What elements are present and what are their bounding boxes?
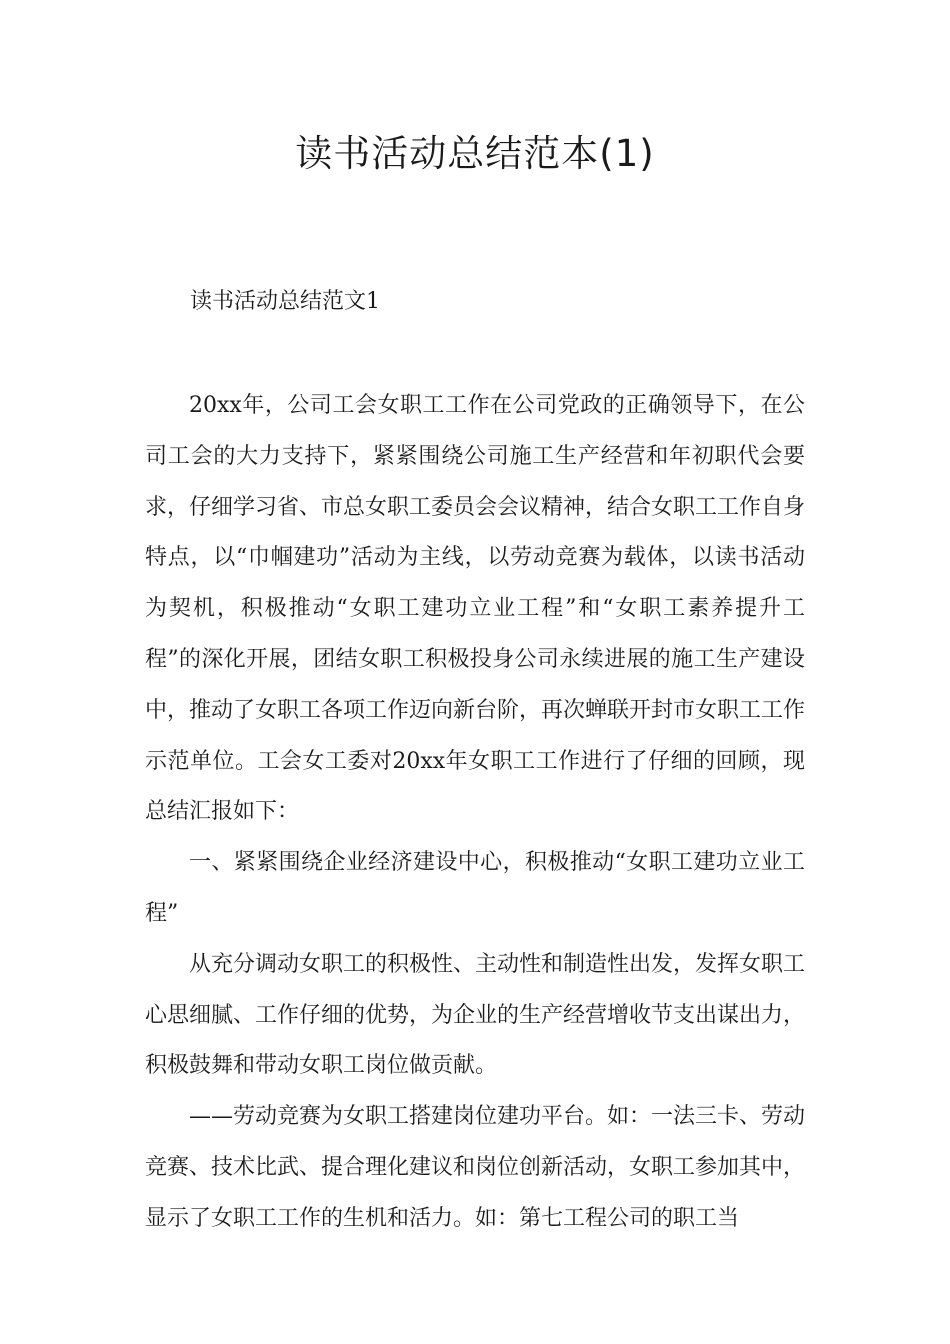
paragraph-intro: 20xx年，公司工会女职工工作在公司党政的正确领导下，在公司工会的大力支持下，紧紧围绕公司施工生产经营和年初职代会要求，仔细学习省、市总女职工委员会会议精神，结合女职工工作自身特点，以“巾帼建功”活动为主线，以劳动竞赛为载体，以读书活动为契机，积极推动“女职工建功立业工程”和“女职工素养提升工程”的深化开展，团结女职工积极投身公司永续进展的施工生产建设中，推动了女职工各项工作迈向新台阶，再次蝉联开封市女职工工作示范单位。工会女工委对20xx年女职工工作进行了仔细的回顾，现总结汇报如下： <box>145 393 806 825</box>
document-subtitle: 读书活动总结范文1 <box>190 289 380 314</box>
document-title: 读书活动总结范本(1) <box>295 132 655 175</box>
document-body <box>145 381 805 1245</box>
paragraph-section-heading: 一、紧紧围绕企业经济建设中心，积极推动“女职工建功立业工程” <box>145 850 805 926</box>
paragraph-competition: ——劳动竞赛为女职工搭建岗位建功平台。如：一法三卡、劳动竞赛、技术比武、提合理化建议和岗位创新活动，女职工参加其中，显示了女职工工作的生机和活力。如：第七工程公司的职工当 <box>145 1104 806 1231</box>
paragraph-section-body: 从充分调动女职工的积极性、主动性和制造性出发，发挥女职工心思细腻、工作仔细的优势，为企业的生产经营增收节支出谋出力，积极鼓舞和带动女职工岗位做贡献。 <box>145 951 806 1079</box>
